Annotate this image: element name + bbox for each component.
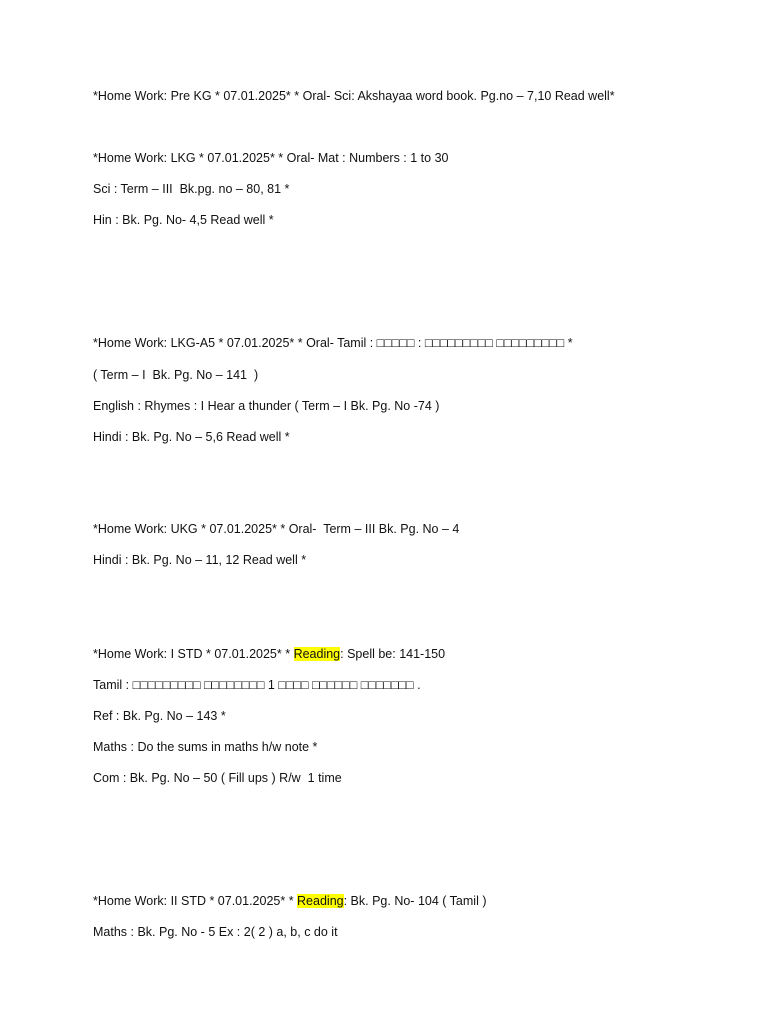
lkg-a5-line-4: Hindi : Bk. Pg. No – 5,6 Read well * bbox=[93, 430, 290, 444]
ukg-line-2: Hindi : Bk. Pg. No – 11, 12 Read well * bbox=[93, 553, 307, 567]
istd-line-1-post: : Spell be: 141-150 bbox=[340, 647, 446, 661]
istd-line-5: Com : Bk. Pg. No – 50 ( Fill ups ) R/w 1 time bbox=[93, 771, 342, 785]
iistd-line-1-post: : Bk. Pg. No- 104 ( Tamil ) bbox=[343, 894, 487, 908]
lkg-line-3: Hin : Bk. Pg. No- 4,5 Read well * bbox=[93, 213, 274, 227]
iistd-line-1 bbox=[93, 893, 486, 909]
lkg-line-2: Sci : Term – III Bk.pg. no – 80, 81 * bbox=[93, 182, 290, 196]
istd-line-1 bbox=[93, 646, 445, 662]
istd-line-1-pre: *Home Work: I STD * 07.01.2025* * bbox=[93, 647, 294, 661]
reading-highlight: Reading bbox=[297, 894, 344, 908]
lkg-a5-line-1: *Home Work: LKG-A5 * 07.01.2025* * Oral- Tamil : □□□□□ : □□□□□□□□□ □□□□□□□□□ * bbox=[93, 336, 573, 350]
ukg-line-1: *Home Work: UKG * 07.01.2025* * Oral- Term – III Bk. Pg. No – 4 bbox=[93, 522, 460, 536]
istd-line-3: Ref : Bk. Pg. No – 143 * bbox=[93, 709, 226, 723]
reading-highlight: Reading bbox=[293, 647, 341, 661]
lkg-line-1: *Home Work: LKG * 07.01.2025* * Oral- Mat : Numbers : 1 to 30 bbox=[93, 151, 449, 165]
istd-line-4: Maths : Do the sums in maths h/w note * bbox=[93, 740, 318, 754]
istd-line-2: Tamil : □□□□□□□□□ □□□□□□□□ 1 □□□□ □□□□□□ □□□□□□□ . bbox=[93, 678, 421, 692]
iistd-line-2: Maths : Bk. Pg. No - 5 Ex : 2( 2 ) a, b, c do it bbox=[93, 925, 338, 939]
iistd-line-1-pre: *Home Work: II STD * 07.01.2025* * bbox=[93, 894, 298, 908]
lkg-a5-line-3: English : Rhymes : I Hear a thunder ( Term – I Bk. Pg. No -74 ) bbox=[93, 399, 440, 413]
lkg-a5-line-2: ( Term – I Bk. Pg. No – 141 ) bbox=[93, 368, 259, 382]
prekg-line-1: *Home Work: Pre KG * 07.01.2025* * Oral- Sci: Akshayaa word book. Pg.no – 7,10 Read well* bbox=[93, 89, 615, 103]
